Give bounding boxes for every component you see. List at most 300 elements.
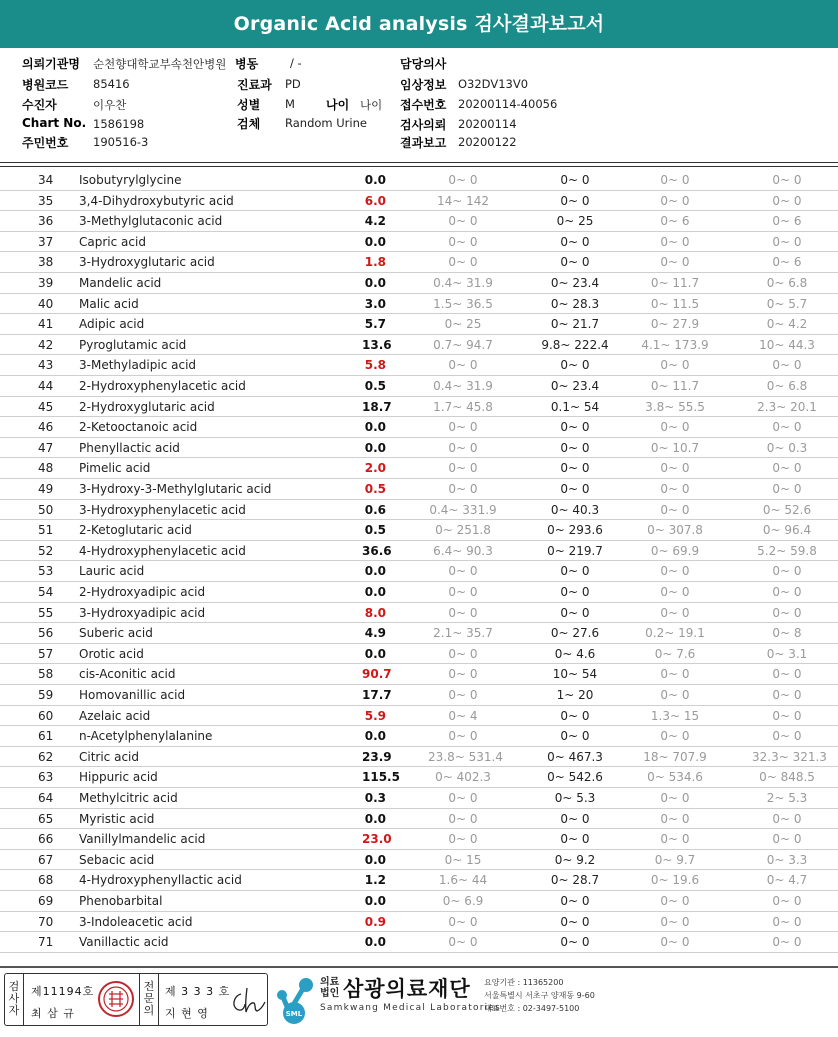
analyte-name: Sebacic acid [79,852,155,867]
row-number: 70 [38,914,54,929]
reference-range-2: 0~ 0 [560,234,590,249]
contact-institution-code: 요양기관 : 11365200 [484,978,564,987]
row-number: 41 [38,317,54,332]
table-row [0,726,838,747]
analyte-name: 3,4-Dihydroxybutyric acid [79,193,234,208]
reference-range-3: 0~ 9.7 [654,852,696,867]
table-row [0,397,838,418]
table-row [0,417,838,438]
row-number: 63 [38,770,54,785]
reference-range-2: 0~ 23.4 [550,379,600,393]
reference-range-3: 0~ 0 [660,811,690,826]
department-value: PD [285,77,301,91]
reference-range-2: 1~ 20 [556,688,594,702]
reference-range-4: 0~ 0 [772,193,802,208]
hospital-code-label: 병원코드 [22,78,69,92]
result-value: 8.0 [364,605,386,620]
footer-divider [0,966,838,968]
reference-range-2: 0~ 0 [560,585,590,599]
report-date-label: 결과보고 [400,136,447,150]
analyte-name: 3-Hydroxy-3-Methylglutaric acid [79,482,272,496]
org-contact [484,976,595,1015]
examinee-value: 이우찬 [93,98,127,112]
analyte-name: 3-Methylglutaconic acid [79,214,223,229]
result-value: 13.6 [362,337,392,352]
table-row [0,458,838,479]
result-value: 0.3 [364,791,386,805]
reference-range-3: 0~ 7.6 [654,646,696,661]
result-value: 0.0 [364,646,386,661]
row-number: 49 [38,482,54,496]
table-row [0,932,838,953]
result-value: 5.9 [364,708,386,723]
request-date-value: 20200114 [458,117,517,131]
reference-range-2: 0~ 28.7 [550,873,600,888]
reference-range-1: 0.4~ 31.9 [433,276,493,290]
result-value: 4.2 [364,214,386,229]
reference-range-3: 0~ 0 [660,894,690,908]
reference-range-3: 0~ 6 [660,214,690,229]
reference-range-3: 0~ 11.7 [650,276,700,290]
analyte-name: Adipic acid [79,317,145,332]
table-row [0,706,838,727]
reference-range-4: 0~ 4.7 [766,873,808,888]
reference-range-3: 18~ 707.9 [643,749,707,764]
result-value: 0.0 [364,585,386,599]
reference-range-2: 0~ 219.7 [547,543,603,558]
row-number: 52 [38,543,54,558]
ward-label: 병동 [235,57,259,71]
analyte-name: 3-Hydroxyadipic acid [79,605,206,620]
reference-range-2: 0~ 0 [560,729,590,744]
reference-range-4: 0~ 4.2 [766,317,808,332]
specialist-name: 지 현 영 [165,1007,209,1020]
reference-range-3: 1.3~ 15 [650,708,700,723]
reference-range-2: 0~ 542.6 [547,770,603,785]
reference-range-4: 0~ 0 [772,358,802,373]
reference-range-4: 0~ 3.3 [766,852,808,867]
reference-range-3: 0~ 307.8 [647,523,703,538]
table-row [0,191,838,212]
table-row [0,211,838,232]
inspector-license: 제11194호 [31,985,95,998]
reference-range-3: 0~ 0 [660,234,690,249]
row-number: 69 [38,894,54,908]
row-number: 57 [38,646,54,661]
result-value: 23.9 [362,749,392,764]
resident-no-value: 190516-3 [93,135,149,149]
result-value: 0.0 [364,729,386,744]
specialist-label: 전문의 [143,980,155,1017]
reference-range-4: 0~ 0 [772,894,802,908]
reference-range-3: 0~ 0 [660,914,690,929]
specimen-value: Random Urine [285,116,367,130]
inspector-label: 검사자 [8,980,20,1017]
reference-range-1: 0~ 0 [448,667,478,682]
table-row [0,788,838,809]
reference-range-4: 0~ 0 [772,482,802,496]
analyte-name: Methylcitric acid [79,791,178,805]
reference-range-4: 0~ 0 [772,914,802,929]
institution-label: 의뢰기관명 [22,57,80,71]
result-value: 0.0 [364,894,386,908]
reference-range-3: 0~ 11.7 [650,379,700,393]
reference-range-3: 0~ 0 [660,173,690,187]
clinical-info-label: 임상정보 [400,78,447,92]
org-name: 삼광의료재단 [343,977,471,1001]
row-number: 47 [38,440,54,455]
contact-phone: 대표번호 : 02-3497-5100 [484,1004,580,1013]
reference-range-2: 0~ 28.3 [550,296,600,311]
reference-range-1: 14~ 142 [436,193,490,208]
reference-range-4: 0~ 0 [772,667,802,682]
table-row [0,870,838,891]
table-row [0,685,838,706]
reference-range-2: 0~ 9.2 [554,852,596,867]
analyte-name: Azelaic acid [79,708,151,723]
row-number: 55 [38,605,54,620]
reference-range-4: 2.3~ 20.1 [757,399,817,414]
reference-range-4: 0~ 0 [772,811,802,826]
result-value: 0.5 [364,379,386,393]
row-number: 42 [38,337,54,352]
reference-range-1: 1.7~ 45.8 [433,399,493,414]
reference-range-2: 0~ 0 [560,173,590,187]
reference-range-3: 0~ 0 [660,564,690,579]
result-value: 0.0 [364,440,386,455]
analyte-name: 3-Indoleacetic acid [79,914,193,929]
institution-value: 순천향대학교부속천안병원 [93,57,227,71]
reference-range-3: 0~ 0 [660,688,690,702]
reference-range-2: 0~ 0 [560,935,590,950]
table-row [0,170,838,191]
table-row [0,809,838,830]
header-divider [0,162,838,167]
row-number: 38 [38,255,54,270]
result-value: 0.0 [364,852,386,867]
reference-range-1: 0~ 4 [448,708,478,723]
analyte-name: Capric acid [79,234,146,249]
reference-range-2: 0~ 5.3 [554,791,596,805]
table-row [0,479,838,500]
signature-separator [139,974,140,1025]
reference-range-4: 32.3~ 321.3 [752,749,827,764]
resident-no-label: 주민번호 [22,136,69,150]
reference-range-1: 0~ 0 [448,173,478,187]
analyte-name: Lauric acid [79,564,145,579]
row-number: 65 [38,811,54,826]
table-row [0,891,838,912]
result-value: 0.5 [364,482,386,496]
table-row [0,767,838,788]
reference-range-3: 0~ 0 [660,482,690,496]
row-number: 54 [38,585,54,599]
reference-range-2: 0.1~ 54 [550,399,600,414]
reference-range-1: 0~ 0 [448,214,478,229]
reference-range-3: 3.8~ 55.5 [645,399,705,414]
reference-range-2: 0~ 0 [560,832,590,847]
reference-range-3: 4.1~ 173.9 [641,337,709,352]
result-value: 6.0 [364,193,386,208]
reference-range-4: 0~ 0 [772,234,802,249]
reference-range-1: 23.8~ 531.4 [428,749,503,764]
report-title: Organic Acid analysis 검사결과보고서 [0,0,838,48]
analyte-name: Homovanillic acid [79,688,186,702]
table-row [0,376,838,397]
reference-range-3: 0~ 0 [660,791,690,805]
result-value: 36.6 [362,543,392,558]
reference-range-1: 1.6~ 44 [438,873,488,888]
reference-range-4: 0~ 0 [772,729,802,744]
reference-range-4: 0~ 3.1 [766,646,808,661]
row-number: 44 [38,379,54,393]
reference-range-1: 0~ 0 [448,729,478,744]
row-number: 59 [38,688,54,702]
receipt-no-value: 20200114-40056 [458,97,558,111]
result-value: 0.9 [364,914,386,929]
table-row [0,314,838,335]
signature-separator [158,974,159,1025]
reference-range-2: 0~ 40.3 [550,502,600,517]
row-number: 37 [38,234,54,249]
analyte-name: Suberic acid [79,626,153,641]
result-value: 115.5 [362,770,400,785]
reference-range-4: 0~ 6.8 [766,276,808,290]
analyte-name: Vanillactic acid [79,935,169,950]
reference-range-1: 0~ 0 [448,420,478,435]
reference-range-4: 0~ 0 [772,585,802,599]
analyte-name: Pimelic acid [79,461,151,476]
reference-range-4: 10~ 44.3 [759,337,815,352]
reference-range-1: 0~ 402.3 [435,770,491,785]
specialist-license: 제 3 3 3 호 [165,985,231,998]
reference-range-4: 0~ 0 [772,832,802,847]
reference-range-2: 9.8~ 222.4 [541,337,609,352]
reference-range-4: 5.2~ 59.8 [757,543,817,558]
table-row [0,541,838,562]
reference-range-1: 2.1~ 35.7 [433,626,493,641]
reference-range-1: 0~ 0 [448,585,478,599]
chart-no-label: Chart No. [22,116,87,130]
result-value: 0.0 [364,935,386,950]
reference-range-1: 0.4~ 331.9 [429,502,497,517]
row-number: 40 [38,296,54,311]
row-number: 46 [38,420,54,435]
sex-label: 성별 [237,98,261,112]
reference-range-1: 0~ 0 [448,482,478,496]
results-table [0,170,838,958]
receipt-no-label: 접수번호 [400,98,447,112]
official-seal-icon [97,980,135,1018]
org-type: 의료법인 [320,977,340,999]
reference-range-2: 0~ 0 [560,358,590,373]
reference-range-2: 0~ 0 [560,482,590,496]
doctor-label: 담당의사 [400,57,447,71]
analyte-name: 2-Ketooctanoic acid [79,420,198,435]
reference-range-2: 0~ 0 [560,894,590,908]
reference-range-3: 0~ 19.6 [650,873,700,888]
result-value: 5.7 [364,317,386,332]
table-row [0,294,838,315]
result-value: 0.0 [364,276,386,290]
reference-range-3: 0~ 0 [660,832,690,847]
reference-range-2: 0~ 293.6 [547,523,603,538]
reference-range-1: 1.5~ 36.5 [433,296,493,311]
table-row [0,664,838,685]
reference-range-4: 2~ 5.3 [766,791,808,805]
analyte-name: Malic acid [79,296,139,311]
table-row [0,335,838,356]
table-row [0,644,838,665]
reference-range-1: 0~ 0 [448,440,478,455]
reference-range-3: 0~ 534.6 [647,770,703,785]
analyte-name: Pyroglutamic acid [79,337,187,352]
analyte-name: Citric acid [79,749,139,764]
row-number: 71 [38,935,54,950]
reference-range-2: 0~ 0 [560,440,590,455]
table-row [0,438,838,459]
reference-range-1: 0~ 0 [448,688,478,702]
reference-range-4: 0~ 0 [772,420,802,435]
reference-range-2: 0~ 0 [560,811,590,826]
analyte-name: cis-Aconitic acid [79,667,176,682]
analyte-name: 2-Hydroxyglutaric acid [79,399,215,414]
row-number: 64 [38,791,54,805]
specimen-label: 검체 [237,117,261,131]
result-value: 17.7 [362,688,392,702]
reference-range-4: 0~ 6 [772,255,802,270]
reference-range-2: 0~ 4.6 [554,646,596,661]
table-row [0,912,838,933]
reference-range-3: 0~ 0 [660,585,690,599]
reference-range-1: 6.4~ 90.3 [433,543,493,558]
age-label: 나이 [326,98,350,112]
sex-value: M [285,97,295,111]
reference-range-3: 0~ 0 [660,667,690,682]
row-number: 51 [38,523,54,538]
reference-range-2: 0~ 0 [560,255,590,270]
analyte-name: 3-Methyladipic acid [79,358,197,373]
age-value: 나이 [360,98,383,112]
reference-range-1: 0~ 0 [448,935,478,950]
analyte-name: 2-Hydroxyadipic acid [79,585,206,599]
reference-range-2: 0~ 0 [560,461,590,476]
analyte-name: 4-Hydroxyphenyllactic acid [79,873,242,888]
examinee-label: 수진자 [22,98,57,112]
reference-range-2: 0~ 467.3 [547,749,603,764]
logo-text: SML [285,1010,303,1018]
reference-range-1: 0~ 251.8 [435,523,491,538]
reference-range-1: 0~ 0 [448,791,478,805]
analyte-name: 3-Hydroxyglutaric acid [79,255,215,270]
table-row [0,623,838,644]
reference-range-2: 0~ 0 [560,193,590,208]
row-number: 43 [38,358,54,373]
reference-range-2: 0~ 0 [560,420,590,435]
analyte-name: Isobutyrylglycine [79,173,182,187]
reference-range-3: 0~ 0 [660,358,690,373]
reference-range-1: 0~ 0 [448,461,478,476]
chart-no-value: 1586198 [93,117,145,131]
reference-range-4: 0~ 0 [772,461,802,476]
analyte-name: Vanillylmandelic acid [79,832,206,847]
reference-range-2: 0~ 23.4 [550,276,600,290]
result-value: 90.7 [362,667,392,682]
table-row [0,850,838,871]
analyte-name: Phenyllactic acid [79,440,180,455]
table-row [0,355,838,376]
reference-range-2: 0~ 0 [560,708,590,723]
table-row [0,520,838,541]
reference-range-3: 0~ 0 [660,935,690,950]
reference-range-3: 0~ 27.9 [650,317,700,332]
reference-range-1: 0~ 0 [448,234,478,249]
analyte-name: Hippuric acid [79,770,158,785]
table-row [0,603,838,624]
signature-separator [23,974,24,1025]
reference-range-1: 0~ 0 [448,358,478,373]
analyte-name: Mandelic acid [79,276,162,290]
table-row [0,582,838,603]
row-number: 66 [38,832,54,847]
reference-range-2: 10~ 54 [552,667,598,682]
sml-logo-icon [272,973,322,1025]
result-value: 1.8 [364,255,386,270]
row-number: 56 [38,626,54,641]
row-number: 53 [38,564,54,579]
table-row [0,500,838,521]
clinical-info-value: O32DV13V0 [458,77,529,91]
org-english-name: Samkwang Medical Laboratories [320,1003,501,1013]
reference-range-1: 0~ 0 [448,605,478,620]
inspector-name: 최 삼 규 [31,1007,75,1020]
analyte-name: Phenobarbital [79,894,163,908]
analyte-name: Myristic acid [79,811,155,826]
reference-range-4: 0~ 0.3 [766,440,808,455]
reference-range-1: 0~ 0 [448,914,478,929]
row-number: 36 [38,214,54,229]
reference-range-1: 0~ 6.9 [442,894,484,908]
row-number: 60 [38,708,54,723]
result-value: 0.0 [364,420,386,435]
reference-range-4: 0~ 0 [772,708,802,723]
result-value: 4.9 [364,626,386,641]
reference-range-3: 0~ 0 [660,193,690,208]
table-row [0,273,838,294]
row-number: 58 [38,667,54,682]
department-label: 진료과 [237,78,272,92]
result-value: 2.0 [364,461,386,476]
analyte-name: 2-Hydroxyphenylacetic acid [79,379,246,393]
result-value: 3.0 [364,296,386,311]
result-value: 0.0 [364,564,386,579]
row-number: 45 [38,399,54,414]
reference-range-4: 0~ 96.4 [762,523,812,538]
contact-address: 서울특별시 서초구 양재동 9-60 [484,991,595,1000]
signature-box [4,973,268,1026]
analyte-name: Orotic acid [79,646,144,661]
analyte-name: 4-Hydroxyphenylacetic acid [79,543,246,558]
row-number: 48 [38,461,54,476]
result-value: 0.0 [364,234,386,249]
ward-value: / - [290,56,302,70]
reference-range-4: 0~ 6.8 [766,379,808,393]
report-date-value: 20200122 [458,135,517,149]
reference-range-3: 0~ 0 [660,502,690,517]
reference-range-1: 0~ 25 [444,317,482,332]
reference-range-3: 0~ 0 [660,729,690,744]
reference-range-1: 0.7~ 94.7 [433,337,493,352]
